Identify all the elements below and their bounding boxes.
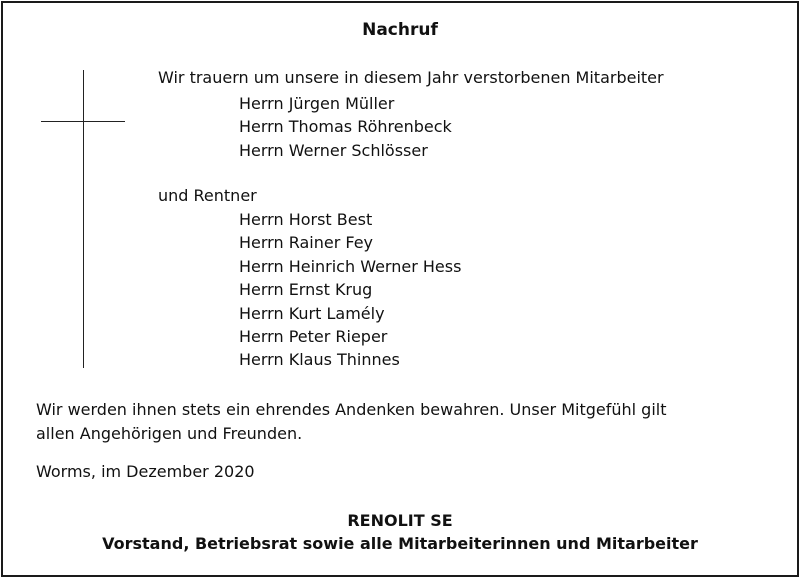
list-item: Herrn Heinrich Werner Hess [239, 256, 462, 276]
list-item: Herrn Peter Rieper [239, 327, 388, 347]
list-item: Herrn Horst Best [239, 210, 373, 229]
list-item: Herrn Klaus Thinnes [239, 350, 400, 370]
employee-list [239, 92, 452, 162]
list-item: Herrn Rainer Fey [239, 233, 373, 253]
list-item: Herrn Kurt Lamély [239, 303, 385, 323]
closing-text [36, 398, 736, 446]
retirees-label: und Rentner [158, 186, 257, 205]
list-item: Herrn Werner Schlösser [239, 140, 428, 160]
closing-line-2: allen Angehörigen und Freunden. [36, 424, 303, 443]
list-item: Herrn Ernst Krug [239, 280, 373, 300]
company-name: RENOLIT SE [347, 511, 453, 530]
intro-text: Wir trauern um unsere in diesem Jahr verstorbenen Mitarbeiter [158, 68, 664, 87]
list-item: Herrn Jürgen Müller [239, 94, 395, 113]
closing-line-1: Wir werden ihnen stets ein ehrendes Andenken bewahren. Unser Mitgefühl gilt [36, 400, 667, 419]
list-item: Herrn Thomas Röhrenbeck [239, 117, 452, 137]
retiree-list [239, 208, 461, 372]
place-date: Worms, im Dezember 2020 [36, 462, 255, 481]
cross-vertical-bar [83, 70, 84, 368]
signers-line: Vorstand, Betriebsrat sowie alle Mitarbeiterinnen und Mitarbeiter [102, 534, 698, 553]
notice-title: Nachruf [362, 20, 438, 40]
cross-horizontal-bar [41, 121, 125, 122]
